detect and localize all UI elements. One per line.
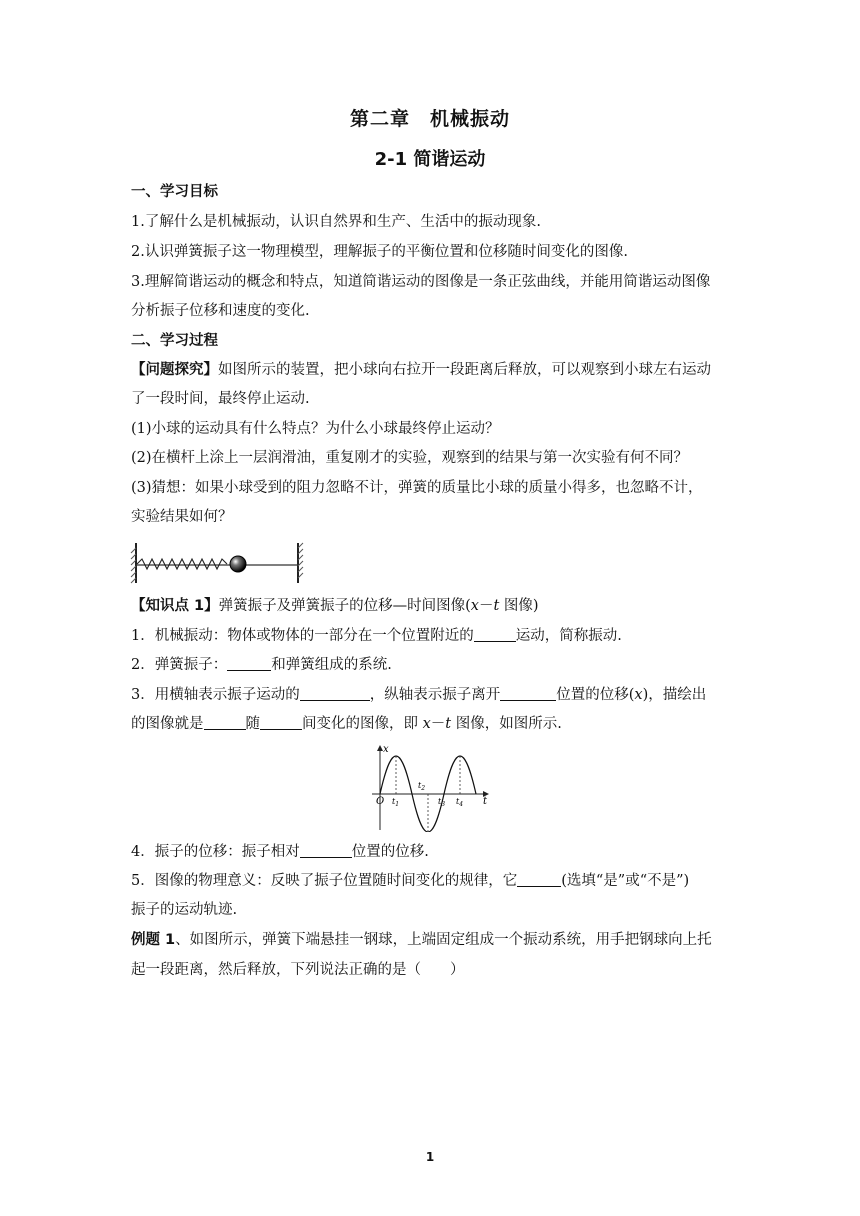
item4-b: 位置的位移. — [351, 844, 429, 860]
heading-process: 二、学习过程 — [131, 333, 218, 349]
probe-line-2: 了一段时间，最终停止运动. — [131, 391, 310, 407]
blank-8[interactable] — [517, 872, 561, 887]
item3-f: 随 — [245, 716, 260, 732]
item3-a: 3．用横轴表示振子运动的 — [131, 687, 300, 703]
item-1 — [131, 626, 731, 646]
xt-graph — [366, 742, 494, 832]
graph-t3-label: $t_3$ — [438, 797, 446, 808]
item-2 — [131, 655, 731, 675]
graph-t1-label: $t_1$ — [392, 797, 400, 808]
item3-b: ，纵轴表示振子离开 — [369, 687, 501, 703]
question-2: (2)在横杆上涂上一层润滑油，重复刚才的实验，观察到的结果与第一次实验有何不同？ — [131, 450, 689, 466]
kp1-tag: 【知识点 1】 — [131, 598, 219, 614]
blank-6[interactable] — [260, 715, 302, 730]
item3-h: 图像，如图所示. — [451, 716, 562, 732]
blank-4[interactable] — [500, 686, 556, 701]
item-3a — [131, 685, 731, 705]
graph-origin: O — [376, 796, 385, 807]
kp1-t: t — [493, 598, 500, 614]
section-title: 2-1 简谐运动 — [374, 149, 486, 170]
blank-3[interactable] — [300, 686, 370, 701]
probe-text-a: 如图所示的装置，把小球向右拉开一段距离后释放，可以观察到小球左右运动 — [218, 362, 711, 378]
item5-a: 5．图像的物理意义：反映了振子位置随时间变化的规律，它 — [131, 873, 518, 889]
example-1-line-1 — [131, 930, 731, 950]
item3-c: 位置的位移( — [556, 687, 635, 703]
example-1-a: 、如图所示，弹簧下端悬挂一钢球，上端固定组成一个振动系统，用手把钢球向上托 — [175, 932, 712, 948]
item-5b: 振子的运动轨迹. — [131, 902, 238, 918]
spring-oscillator-figure — [130, 540, 310, 586]
item2-a: 2．弹簧振子： — [131, 657, 228, 673]
chapter-title: 第二章 机械振动 — [349, 108, 510, 130]
item2-b: 和弹簧组成的系统. — [271, 657, 392, 673]
kp1-end: 图像) — [499, 598, 539, 614]
item5-b: (选填“是”或“不是”) — [561, 873, 690, 889]
question-3b: 实验结果如何？ — [131, 509, 233, 525]
blank-7[interactable] — [300, 843, 352, 858]
item3-g: 间变化的图像，即 — [302, 716, 423, 732]
goal-1: 1.了解什么是机械振动，认识自然界和生产、生活中的振动现象. — [131, 214, 541, 230]
kp1-text: 弹簧振子及弹簧振子的位移—时间图像( — [218, 598, 471, 614]
item3-d: )，描绘出 — [642, 687, 707, 703]
graph-t2-label: $t_2$ — [418, 781, 426, 792]
item-5a — [131, 871, 731, 891]
item3-e: 的图像就是 — [131, 716, 204, 732]
goal-2: 2.认识弹簧振子这一物理模型，理解振子的平衡位置和位移随时间变化的图像. — [131, 244, 628, 260]
blank-5[interactable] — [204, 715, 246, 730]
graph-y-label: x — [383, 744, 389, 755]
item-3b — [131, 714, 731, 734]
item3-t: t — [445, 716, 452, 732]
blank-1[interactable] — [474, 627, 516, 642]
kp1-x: x — [470, 598, 479, 614]
item4-a: 4．振子的位移：振子相对 — [131, 844, 300, 860]
blank-2[interactable] — [227, 656, 271, 671]
kp1-dash: － — [478, 598, 494, 614]
knowledge-point-1 — [131, 596, 731, 616]
item1-a: 1．机械振动：物体或物体的一部分在一个位置附近的 — [131, 628, 474, 644]
graph-x-label: t — [483, 796, 488, 807]
item3-x2: x — [422, 716, 431, 732]
item3-x: x — [634, 687, 643, 703]
item1-b: 运动，简称振动. — [515, 628, 622, 644]
item3-dash: － — [430, 716, 446, 732]
probe-line-1 — [131, 360, 731, 380]
question-3a: (3)猜想：如果小球受到的阻力忽略不计，弹簧的质量比小球的质量小得多，也忽略不计， — [131, 480, 703, 496]
graph-t4-label: $t_4$ — [456, 797, 464, 808]
question-1: (1)小球的运动具有什么特点？为什么小球最终停止运动？ — [131, 421, 500, 437]
page-number: 1 — [425, 1150, 435, 1164]
goal-3b: 分析振子位移和速度的变化. — [131, 303, 310, 319]
heading-goals: 一、学习目标 — [131, 184, 218, 200]
item-4 — [131, 842, 731, 862]
goal-3a: 3.理解简谐运动的概念和特点，知道简谐运动的图像是一条正弦曲线，并能用简谐运动图像 — [131, 274, 711, 290]
example-1-tag: 例题 1 — [131, 932, 176, 948]
probe-tag: 【问题探究】 — [131, 362, 218, 378]
example-1-line-2: 起一段距离，然后释放，下列说法正确的是（ ） — [131, 962, 465, 978]
